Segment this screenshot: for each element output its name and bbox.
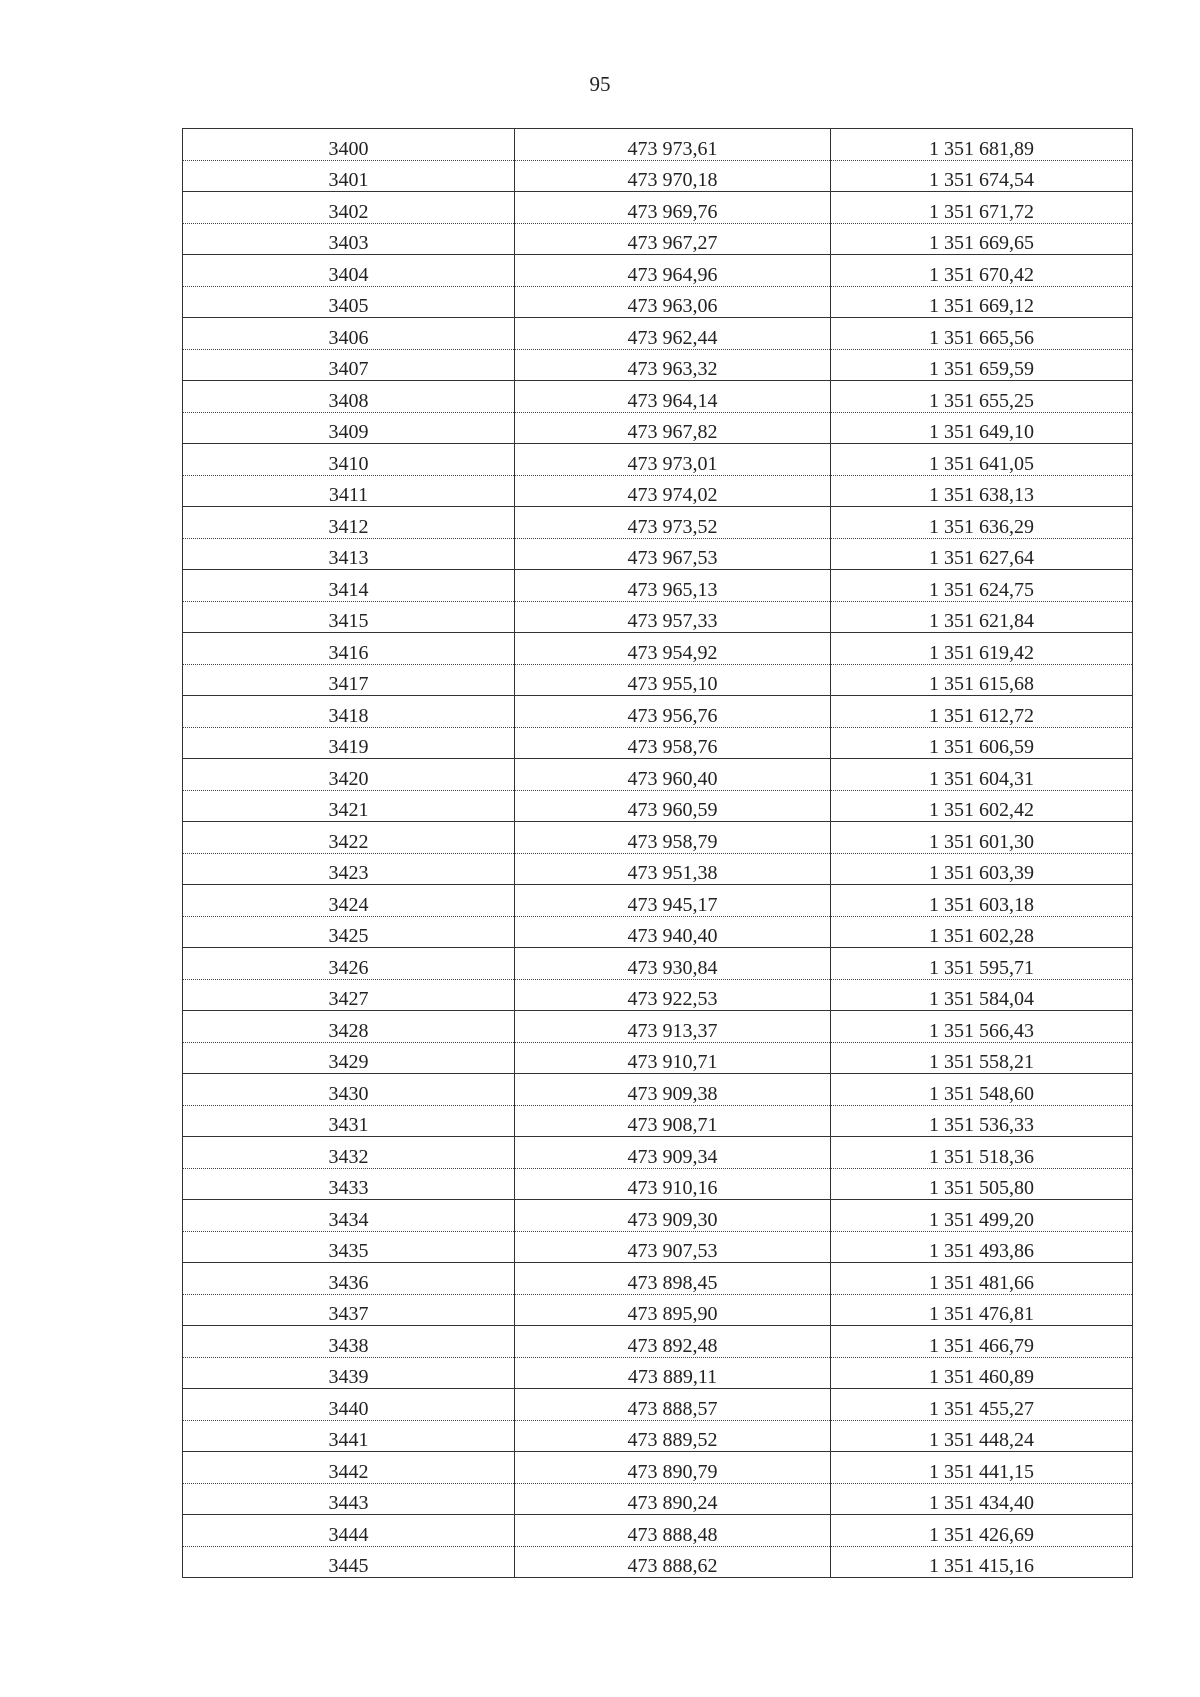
x-coordinate-cell: 473 958,79 [515, 822, 831, 854]
y-coordinate-cell: 1 351 674,54 [831, 160, 1133, 192]
table-row [183, 1294, 1133, 1326]
y-coordinate-cell: 1 351 584,04 [831, 979, 1133, 1011]
table-row [183, 790, 1133, 822]
y-coordinate-cell: 1 351 621,84 [831, 601, 1133, 633]
x-coordinate-cell: 473 973,61 [515, 129, 831, 161]
x-coordinate-cell: 473 909,30 [515, 1200, 831, 1232]
point-number-cell: 3418 [183, 696, 515, 728]
table-row [183, 255, 1133, 287]
table-row [183, 1263, 1133, 1295]
x-coordinate-cell: 473 956,76 [515, 696, 831, 728]
y-coordinate-cell: 1 351 493,86 [831, 1231, 1133, 1263]
point-number-cell: 3439 [183, 1357, 515, 1389]
y-coordinate-cell: 1 351 606,59 [831, 727, 1133, 759]
point-number-cell: 3432 [183, 1137, 515, 1169]
x-coordinate-cell: 473 888,48 [515, 1515, 831, 1547]
point-number-cell: 3412 [183, 507, 515, 539]
point-number-cell: 3404 [183, 255, 515, 287]
y-coordinate-cell: 1 351 671,72 [831, 192, 1133, 224]
y-coordinate-cell: 1 351 604,31 [831, 759, 1133, 791]
table-row [183, 853, 1133, 885]
x-coordinate-cell: 473 964,14 [515, 381, 831, 413]
y-coordinate-cell: 1 351 612,72 [831, 696, 1133, 728]
x-coordinate-cell: 473 960,59 [515, 790, 831, 822]
table-row [183, 570, 1133, 602]
x-coordinate-cell: 473 895,90 [515, 1294, 831, 1326]
table-row [183, 885, 1133, 917]
table-row [183, 1452, 1133, 1484]
table-row [183, 381, 1133, 413]
y-coordinate-cell: 1 351 441,15 [831, 1452, 1133, 1484]
x-coordinate-cell: 473 909,38 [515, 1074, 831, 1106]
table-row [183, 129, 1133, 161]
x-coordinate-cell: 473 898,45 [515, 1263, 831, 1295]
x-coordinate-cell: 473 965,13 [515, 570, 831, 602]
y-coordinate-cell: 1 351 669,65 [831, 223, 1133, 255]
point-number-cell: 3419 [183, 727, 515, 759]
table-row [183, 1546, 1133, 1578]
y-coordinate-cell: 1 351 448,24 [831, 1420, 1133, 1452]
x-coordinate-cell: 473 955,10 [515, 664, 831, 696]
point-number-cell: 3400 [183, 129, 515, 161]
x-coordinate-cell: 473 889,11 [515, 1357, 831, 1389]
x-coordinate-cell: 473 963,06 [515, 286, 831, 318]
table-row [183, 1105, 1133, 1137]
y-coordinate-cell: 1 351 636,29 [831, 507, 1133, 539]
point-number-cell: 3423 [183, 853, 515, 885]
y-coordinate-cell: 1 351 518,36 [831, 1137, 1133, 1169]
y-coordinate-cell: 1 351 619,42 [831, 633, 1133, 665]
table-row [183, 1515, 1133, 1547]
point-number-cell: 3417 [183, 664, 515, 696]
table-row [183, 507, 1133, 539]
point-number-cell: 3403 [183, 223, 515, 255]
table-row [183, 1200, 1133, 1232]
x-coordinate-cell: 473 962,44 [515, 318, 831, 350]
table-row [183, 1389, 1133, 1421]
x-coordinate-cell: 473 890,79 [515, 1452, 831, 1484]
table-row [183, 1137, 1133, 1169]
y-coordinate-cell: 1 351 669,12 [831, 286, 1133, 318]
table-row [183, 286, 1133, 318]
point-number-cell: 3414 [183, 570, 515, 602]
point-number-cell: 3431 [183, 1105, 515, 1137]
point-number-cell: 3411 [183, 475, 515, 507]
point-number-cell: 3421 [183, 790, 515, 822]
y-coordinate-cell: 1 351 415,16 [831, 1546, 1133, 1578]
y-coordinate-cell: 1 351 460,89 [831, 1357, 1133, 1389]
table-row [183, 475, 1133, 507]
y-coordinate-cell: 1 351 638,13 [831, 475, 1133, 507]
table-row [183, 633, 1133, 665]
point-number-cell: 3436 [183, 1263, 515, 1295]
y-coordinate-cell: 1 351 426,69 [831, 1515, 1133, 1547]
y-coordinate-cell: 1 351 505,80 [831, 1168, 1133, 1200]
table-row [183, 1168, 1133, 1200]
x-coordinate-cell: 473 957,33 [515, 601, 831, 633]
table-row [183, 538, 1133, 570]
y-coordinate-cell: 1 351 603,18 [831, 885, 1133, 917]
table-row [183, 318, 1133, 350]
x-coordinate-cell: 473 969,76 [515, 192, 831, 224]
point-number-cell: 3407 [183, 349, 515, 381]
point-number-cell: 3408 [183, 381, 515, 413]
point-number-cell: 3413 [183, 538, 515, 570]
x-coordinate-cell: 473 888,57 [515, 1389, 831, 1421]
x-coordinate-cell: 473 951,38 [515, 853, 831, 885]
y-coordinate-cell: 1 351 641,05 [831, 444, 1133, 476]
point-number-cell: 3427 [183, 979, 515, 1011]
x-coordinate-cell: 473 892,48 [515, 1326, 831, 1358]
x-coordinate-cell: 473 963,32 [515, 349, 831, 381]
y-coordinate-cell: 1 351 659,59 [831, 349, 1133, 381]
x-coordinate-cell: 473 954,92 [515, 633, 831, 665]
point-number-cell: 3435 [183, 1231, 515, 1263]
x-coordinate-cell: 473 930,84 [515, 948, 831, 980]
x-coordinate-cell: 473 910,71 [515, 1042, 831, 1074]
point-number-cell: 3415 [183, 601, 515, 633]
point-number-cell: 3409 [183, 412, 515, 444]
x-coordinate-cell: 473 890,24 [515, 1483, 831, 1515]
table-row [183, 1420, 1133, 1452]
point-number-cell: 3445 [183, 1546, 515, 1578]
point-number-cell: 3443 [183, 1483, 515, 1515]
table-row [183, 349, 1133, 381]
y-coordinate-cell: 1 351 558,21 [831, 1042, 1133, 1074]
y-coordinate-cell: 1 351 499,20 [831, 1200, 1133, 1232]
y-coordinate-cell: 1 351 670,42 [831, 255, 1133, 287]
y-coordinate-cell: 1 351 615,68 [831, 664, 1133, 696]
table-row [183, 979, 1133, 1011]
x-coordinate-cell: 473 974,02 [515, 475, 831, 507]
point-number-cell: 3416 [183, 633, 515, 665]
point-number-cell: 3425 [183, 916, 515, 948]
y-coordinate-cell: 1 351 602,42 [831, 790, 1133, 822]
point-number-cell: 3442 [183, 1452, 515, 1484]
y-coordinate-cell: 1 351 624,75 [831, 570, 1133, 602]
table-row [183, 1483, 1133, 1515]
point-number-cell: 3410 [183, 444, 515, 476]
table-row [183, 948, 1133, 980]
table-row [183, 1357, 1133, 1389]
x-coordinate-cell: 473 945,17 [515, 885, 831, 917]
y-coordinate-cell: 1 351 603,39 [831, 853, 1133, 885]
x-coordinate-cell: 473 967,82 [515, 412, 831, 444]
table-row [183, 1231, 1133, 1263]
table-row [183, 822, 1133, 854]
coordinates-table-body [183, 129, 1133, 1578]
point-number-cell: 3438 [183, 1326, 515, 1358]
coordinates-table [182, 128, 1133, 1578]
table-row [183, 1042, 1133, 1074]
table-row [183, 759, 1133, 791]
x-coordinate-cell: 473 958,76 [515, 727, 831, 759]
point-number-cell: 3433 [183, 1168, 515, 1200]
point-number-cell: 3430 [183, 1074, 515, 1106]
y-coordinate-cell: 1 351 455,27 [831, 1389, 1133, 1421]
table-row [183, 444, 1133, 476]
point-number-cell: 3402 [183, 192, 515, 224]
table-row [183, 1074, 1133, 1106]
x-coordinate-cell: 473 967,27 [515, 223, 831, 255]
point-number-cell: 3426 [183, 948, 515, 980]
y-coordinate-cell: 1 351 681,89 [831, 129, 1133, 161]
x-coordinate-cell: 473 909,34 [515, 1137, 831, 1169]
point-number-cell: 3420 [183, 759, 515, 791]
y-coordinate-cell: 1 351 481,66 [831, 1263, 1133, 1295]
y-coordinate-cell: 1 351 548,60 [831, 1074, 1133, 1106]
y-coordinate-cell: 1 351 601,30 [831, 822, 1133, 854]
x-coordinate-cell: 473 908,71 [515, 1105, 831, 1137]
point-number-cell: 3428 [183, 1011, 515, 1043]
point-number-cell: 3424 [183, 885, 515, 917]
x-coordinate-cell: 473 907,53 [515, 1231, 831, 1263]
point-number-cell: 3437 [183, 1294, 515, 1326]
point-number-cell: 3444 [183, 1515, 515, 1547]
x-coordinate-cell: 473 940,40 [515, 916, 831, 948]
y-coordinate-cell: 1 351 536,33 [831, 1105, 1133, 1137]
table-row [183, 1326, 1133, 1358]
table-row [183, 223, 1133, 255]
point-number-cell: 3405 [183, 286, 515, 318]
table-row [183, 412, 1133, 444]
x-coordinate-cell: 473 888,62 [515, 1546, 831, 1578]
y-coordinate-cell: 1 351 602,28 [831, 916, 1133, 948]
y-coordinate-cell: 1 351 655,25 [831, 381, 1133, 413]
point-number-cell: 3429 [183, 1042, 515, 1074]
table-row [183, 916, 1133, 948]
point-number-cell: 3441 [183, 1420, 515, 1452]
y-coordinate-cell: 1 351 649,10 [831, 412, 1133, 444]
y-coordinate-cell: 1 351 434,40 [831, 1483, 1133, 1515]
x-coordinate-cell: 473 970,18 [515, 160, 831, 192]
point-number-cell: 3422 [183, 822, 515, 854]
y-coordinate-cell: 1 351 476,81 [831, 1294, 1133, 1326]
x-coordinate-cell: 473 973,52 [515, 507, 831, 539]
x-coordinate-cell: 473 964,96 [515, 255, 831, 287]
table-row [183, 1011, 1133, 1043]
x-coordinate-cell: 473 960,40 [515, 759, 831, 791]
x-coordinate-cell: 473 922,53 [515, 979, 831, 1011]
x-coordinate-cell: 473 910,16 [515, 1168, 831, 1200]
y-coordinate-cell: 1 351 466,79 [831, 1326, 1133, 1358]
table-row [183, 727, 1133, 759]
table-row [183, 160, 1133, 192]
point-number-cell: 3406 [183, 318, 515, 350]
y-coordinate-cell: 1 351 566,43 [831, 1011, 1133, 1043]
point-number-cell: 3401 [183, 160, 515, 192]
x-coordinate-cell: 473 913,37 [515, 1011, 831, 1043]
table-row [183, 601, 1133, 633]
y-coordinate-cell: 1 351 665,56 [831, 318, 1133, 350]
table-row [183, 192, 1133, 224]
x-coordinate-cell: 473 973,01 [515, 444, 831, 476]
y-coordinate-cell: 1 351 627,64 [831, 538, 1133, 570]
page-number: 95 [589, 72, 611, 96]
point-number-cell: 3434 [183, 1200, 515, 1232]
x-coordinate-cell: 473 967,53 [515, 538, 831, 570]
table-row [183, 664, 1133, 696]
y-coordinate-cell: 1 351 595,71 [831, 948, 1133, 980]
x-coordinate-cell: 473 889,52 [515, 1420, 831, 1452]
table-row [183, 696, 1133, 728]
point-number-cell: 3440 [183, 1389, 515, 1421]
